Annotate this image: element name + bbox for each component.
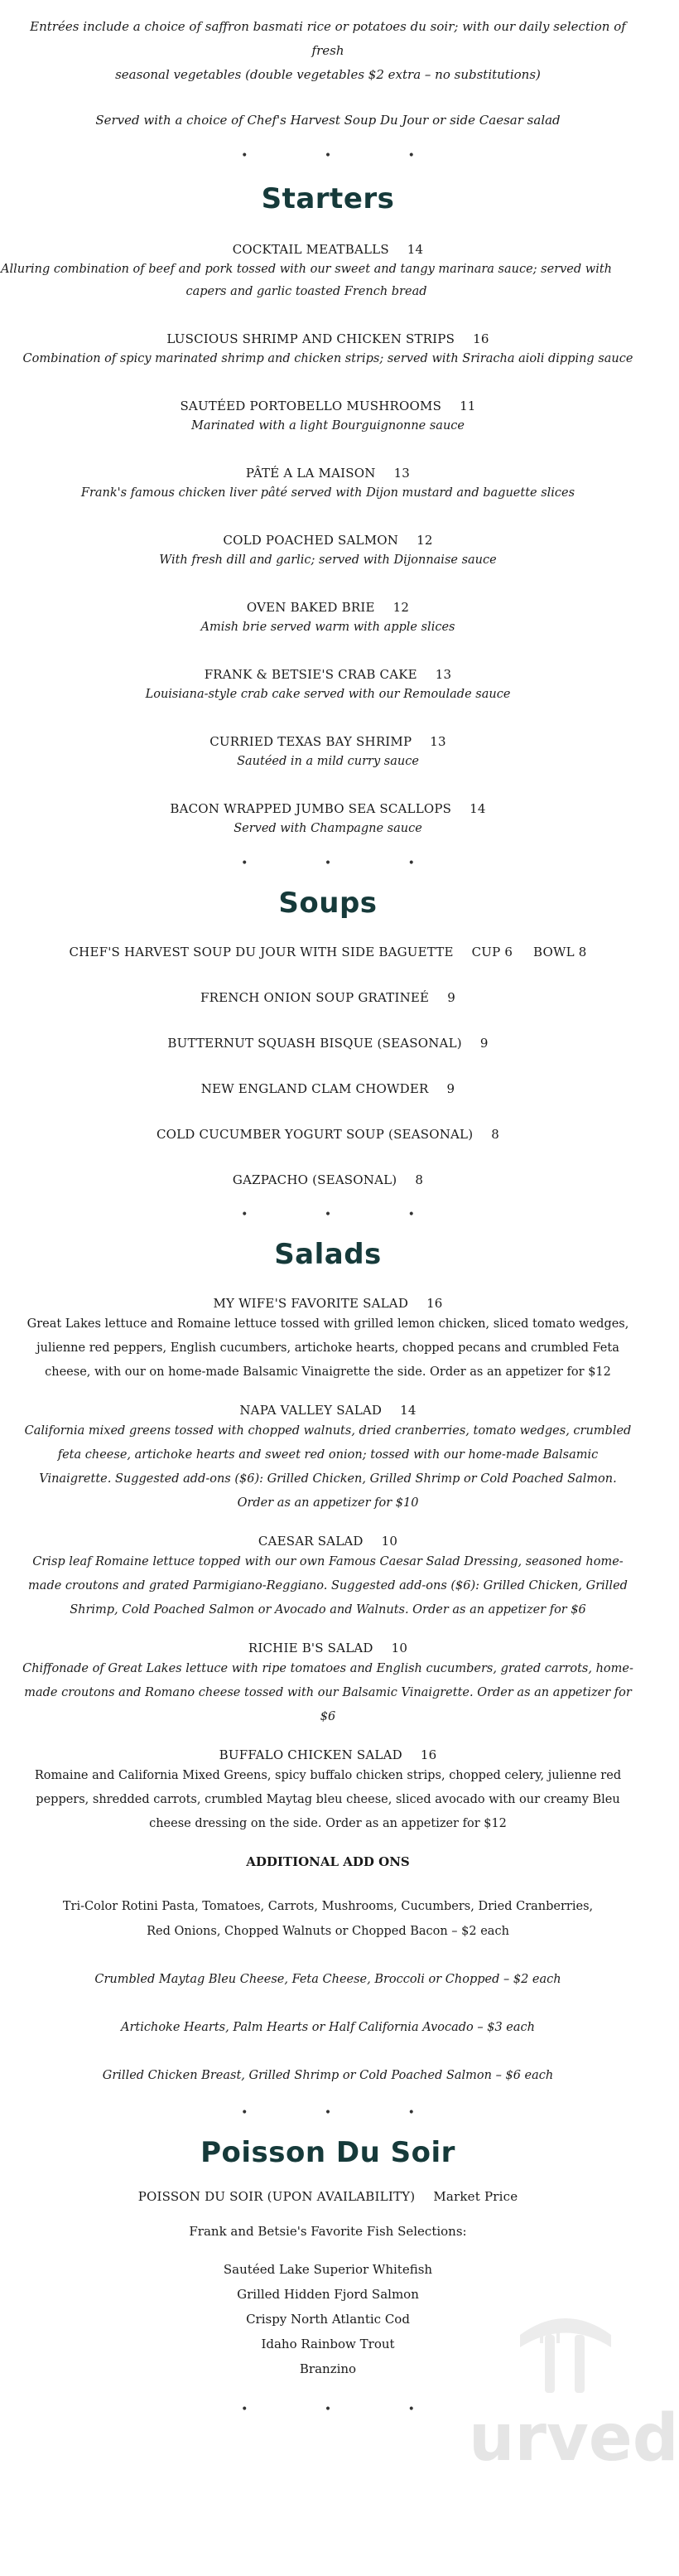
item-price: 14 xyxy=(400,1403,417,1418)
watermark-text: urved xyxy=(469,2401,679,2476)
item-price: 13 xyxy=(393,466,411,481)
separator-dots: • • • xyxy=(241,149,451,162)
menu-item xyxy=(0,1746,656,1836)
item-price: 16 xyxy=(420,1747,437,1762)
item-price: 11 xyxy=(460,399,476,413)
menu-item xyxy=(0,397,656,437)
item-description: With fresh dill and garlic; served with Dijonnaise sauce xyxy=(159,553,497,567)
item-description: Great Lakes lettuce and Romaine lettuce tossed with grilled lemon chicken, sliced tomato wedges, julienne red peppers, English cucumbers, artichoke hearts, chopped pecans and crumbled Feta cheese, with our on home-made Balsamic Vinaigrette the side. Order as an appetizer for $12 xyxy=(26,1317,629,1379)
item-price: 9 xyxy=(447,990,455,1005)
item-price: 16 xyxy=(426,1296,443,1311)
item-name: SAUTÉED PORTOBELLO MUSHROOMS xyxy=(180,399,442,413)
menu-item xyxy=(0,598,656,639)
item-price: Market Price xyxy=(433,2189,518,2204)
addon-line: Crumbled Maytag Bleu Cheese, Feta Cheese, Broccoli or Chopped – $2 each xyxy=(94,1973,561,1986)
separator-dots: • • • xyxy=(241,2403,451,2416)
menu-item xyxy=(0,240,656,303)
item-name: CAESAR SALAD xyxy=(258,1534,364,1549)
item-name: BACON WRAPPED JUMBO SEA SCALLOPS xyxy=(170,801,452,816)
item-name: COLD POACHED SALMON xyxy=(223,533,399,548)
menu-item xyxy=(0,1639,656,1729)
item-name: BUFFALO CHICKEN SALAD xyxy=(219,1747,402,1762)
menu-item xyxy=(0,330,656,370)
menu-item xyxy=(0,665,656,706)
addons-title: ADDITIONAL ADD ONS xyxy=(246,1854,410,1869)
served-with-note: Served with a choice of Chef's Harvest Soup Du Jour or side Caesar salad xyxy=(95,113,561,128)
item-description: Marinated with a light Bourguignonne sauce xyxy=(190,419,465,433)
item-name: LUSCIOUS SHRIMP AND CHICKEN STRIPS xyxy=(166,331,455,346)
section-title-salads: Salads xyxy=(274,1238,382,1271)
addon-line: Artichoke Hearts, Palm Hearts or Half California Avocado – $3 each xyxy=(121,2021,535,2034)
item-name: CURRIED TEXAS BAY SHRIMP xyxy=(209,734,412,749)
item-price: 16 xyxy=(473,331,489,346)
addon-line: Tri-Color Rotini Pasta, Tomatoes, Carrots, Mushrooms, Cucumbers, Dried Cranberries, Red Onions, Chopped Walnuts or Chopped Bacon – $2 each xyxy=(62,1900,594,1938)
item-description: Crisp leaf Romaine lettuce topped with our own Famous Caesar Salad Dressing, seasoned home-made croutons and grated Parmigiano-Reggiano. Suggested add-ons ($6): Grilled Chicken, Grilled Shrimp, Cold Poached Salmon or Avocado and Walnuts. Order as an appetizer for $6 xyxy=(28,1555,628,1617)
list-item: Idaho Rainbow Trout xyxy=(261,2337,395,2351)
item-price: CUP 6 BOWL 8 xyxy=(471,945,587,959)
starters-list xyxy=(0,240,656,840)
item-price: 9 xyxy=(479,1036,489,1051)
item-price: 12 xyxy=(392,600,410,615)
item-price: 10 xyxy=(391,1641,408,1655)
menu-item xyxy=(0,1532,656,1622)
item-name: FRENCH ONION SOUP GRATINEÉ xyxy=(200,990,430,1005)
item-name: COCKTAIL MEATBALLS xyxy=(232,242,389,257)
item-name: NEW ENGLAND CLAM CHOWDER xyxy=(200,1081,429,1096)
intro-text xyxy=(26,15,630,87)
item-description: Frank's famous chicken liver pâté served with Dijon mustard and baguette slices xyxy=(80,486,575,500)
item-name: GAZPACHO (SEASONAL) xyxy=(232,1172,397,1187)
item-description: Served with Champagne sauce xyxy=(234,822,422,835)
section-title-soups: Soups xyxy=(278,887,378,920)
item-description: Romaine and California Mixed Greens, spicy buffalo chicken strips, chopped celery, julienne red peppers, shredded carrots, crumbled Maytag bleu cheese, sliced avocado with our creamy Bleu cheese dressing on the side. Order as an appetizer for $12 xyxy=(34,1769,622,1830)
menu-page xyxy=(0,15,679,2576)
item-name: PÂTÉ A LA MAISON xyxy=(245,466,376,481)
item-price: 9 xyxy=(446,1081,455,1096)
item-name: OVEN BAKED BRIE xyxy=(246,600,375,615)
addon-line: Grilled Chicken Breast, Grilled Shrimp or Cold Poached Salmon – $6 each xyxy=(102,2069,554,2082)
menu-item xyxy=(0,531,656,572)
section-title-poisson: Poisson Du Soir xyxy=(200,2136,455,2169)
item-name: RICHIE B'S SALAD xyxy=(248,1641,373,1655)
item-name: NAPA VALLEY SALAD xyxy=(239,1403,383,1418)
item-price: 10 xyxy=(381,1534,398,1549)
item-price: 13 xyxy=(435,667,452,682)
item-name: CHEF'S HARVEST SOUP DU JOUR WITH SIDE BAGUETTE xyxy=(69,945,454,959)
list-item: Branzino xyxy=(299,2361,357,2376)
item-price: 14 xyxy=(407,242,424,257)
menu-item xyxy=(0,1294,656,1385)
item-description: Sautéed in a mild curry sauce xyxy=(237,755,419,768)
soups-list xyxy=(0,943,656,1189)
item-name: MY WIFE'S FAVORITE SALAD xyxy=(213,1296,409,1311)
fish-favorites-label: Frank and Betsie's Favorite Fish Selections: xyxy=(189,2224,467,2239)
separator-dots: • • • xyxy=(241,857,451,870)
list-item: Crispy North Atlantic Cod xyxy=(246,2312,410,2327)
menu-item xyxy=(0,1171,656,1189)
menu-item xyxy=(0,464,656,505)
salads-list xyxy=(0,1294,656,2088)
list-item: Grilled Hidden Fjord Salmon xyxy=(237,2287,419,2302)
item-price: 12 xyxy=(417,533,433,548)
menu-item xyxy=(0,1034,656,1052)
item-description: Louisiana-style crab cake served with our Remoulade sauce xyxy=(145,688,511,701)
fish-list xyxy=(0,2257,656,2381)
item-price: 8 xyxy=(415,1172,424,1187)
menu-item xyxy=(0,1080,656,1098)
item-description: Chiffonade of Great Lakes lettuce with ripe tomatoes and English cucumbers, grated carrots, home-made croutons and Romano cheese tossed with our Balsamic Vinaigrette. Order as an appetizer for $6 xyxy=(22,1662,633,1723)
item-name: COLD CUCUMBER YOGURT SOUP (SEASONAL) xyxy=(156,1127,474,1142)
item-price: 13 xyxy=(430,734,446,749)
item-name: FRANK & BETSIE'S CRAB CAKE xyxy=(204,667,417,682)
menu-item xyxy=(0,800,656,840)
item-name: POISSON DU SOIR (UPON AVAILABILITY) xyxy=(137,2189,416,2204)
menu-item xyxy=(0,2187,656,2206)
item-description: Combination of spicy marinated shrimp and chicken strips; served with Sriracha aioli dipping sauce xyxy=(22,352,633,365)
item-description: Amish brie served warm with apple slices xyxy=(200,621,455,634)
section-title-starters: Starters xyxy=(261,182,395,215)
separator-dots: • • • xyxy=(241,2106,451,2119)
menu-item xyxy=(0,943,656,961)
list-item: Sautéed Lake Superior Whitefish xyxy=(223,2262,433,2277)
item-name: BUTTERNUT SQUASH BISQUE (SEASONAL) xyxy=(167,1036,462,1051)
menu-item xyxy=(0,1125,656,1143)
separator-dots: • • • xyxy=(241,1208,451,1221)
item-description: Alluring combination of beef and pork tossed with our sweet and tangy marinara sauce; served with capers and garlic toasted French bread xyxy=(0,263,612,298)
item-description: California mixed greens tossed with chopped walnuts, dried cranberries, tomato wedges, crumbled feta cheese, artichoke hearts and sweet red onion; tossed with our home-made Balsamic Vinaigrette. Suggested add-ons ($6): Grilled Chicken, Grilled Shrimp or Cold Poached Salmon. Order as an appetizer for $10 xyxy=(24,1424,632,1510)
menu-item xyxy=(0,1401,656,1515)
item-price: 14 xyxy=(470,801,486,816)
item-price: 8 xyxy=(491,1127,500,1142)
menu-item xyxy=(0,732,656,773)
intro-line-1: Entrées include a choice of saffron basmati rice or potatoes du soir; with our daily selection of fresh xyxy=(30,19,626,58)
menu-item xyxy=(0,988,656,1007)
intro-line-2: seasonal vegetables (double vegetables $2 extra – no substitutions) xyxy=(115,67,541,82)
